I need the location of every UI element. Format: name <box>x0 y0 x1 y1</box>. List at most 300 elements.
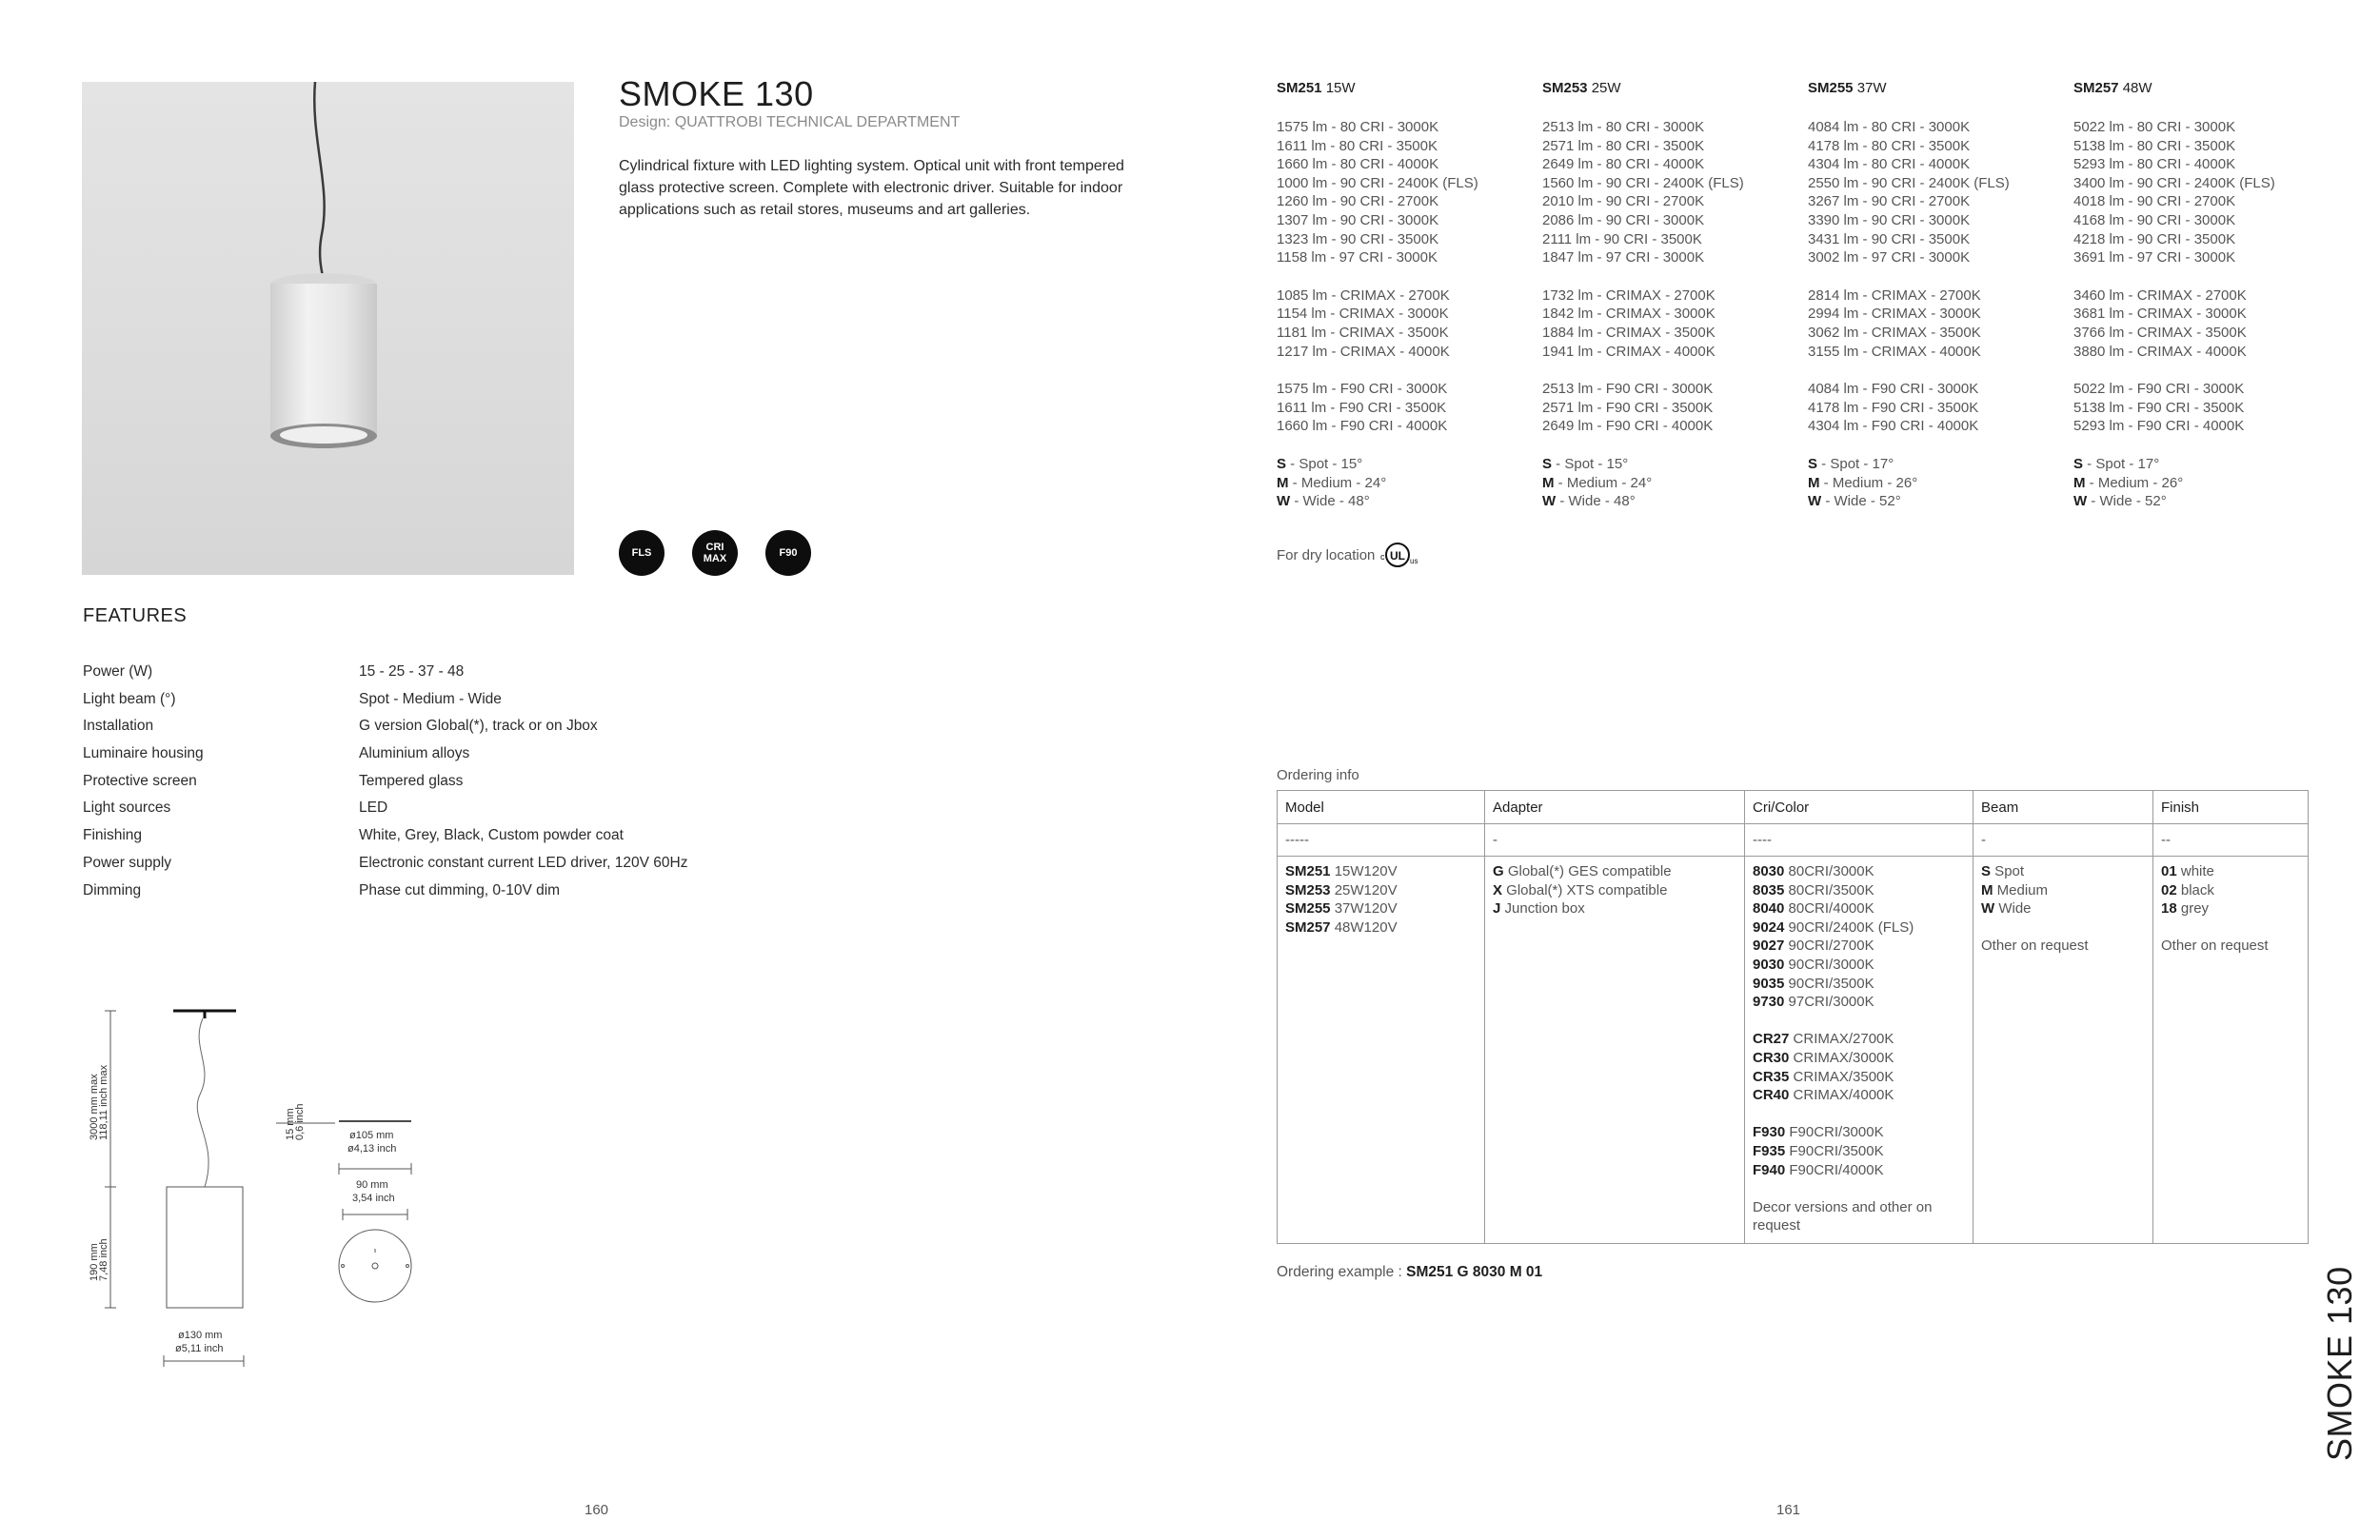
beam-line <box>2073 492 2330 511</box>
option-code: CR27 <box>1753 1031 1790 1048</box>
col-beam: Beam <box>1973 791 2153 824</box>
beam-desc: - Medium - 26° <box>1819 474 1918 491</box>
spacer <box>1753 1105 1965 1124</box>
beam-desc: - Spot - 17° <box>1817 455 1894 472</box>
dash-cell: - <box>1485 824 1745 857</box>
option-desc: Wide <box>1994 900 2032 918</box>
option-code: 8035 <box>1753 881 1785 898</box>
ordering-example <box>1277 1264 1542 1281</box>
cri-note-line: Decor versions and other on <box>1753 1198 1933 1215</box>
spec-line: 3431 lm - 90 CRI - 3500K <box>1808 230 1971 247</box>
beam-code: M <box>1808 474 1820 491</box>
ul-mark-us: us <box>1410 557 1418 565</box>
spacer <box>1542 361 1799 380</box>
spec-line: 1154 lm - CRIMAX - 3000K <box>1277 306 1449 323</box>
product-description: Cylindrical fixture with LED lighting system. Optical unit with front tempered glass protective screen. Complete with electronic driver. Suitable for indoor applications such as retail stores, museums and art galleries. <box>619 158 1124 218</box>
spec-header <box>1808 80 2065 101</box>
page-title: SMOKE 130 <box>619 74 814 113</box>
feature-value: G version Global(*), track or on Jbox <box>359 718 598 735</box>
ordering-dash-row <box>1278 824 2309 857</box>
spec-line: 1323 lm - 90 CRI - 3500K <box>1277 230 1439 247</box>
feature-label: Luminaire housing <box>83 745 204 762</box>
option-code: 9035 <box>1753 975 1785 992</box>
option-code: F930 <box>1753 1124 1786 1141</box>
spec-column-sm251 <box>1277 80 1534 511</box>
option-code: CR40 <box>1753 1087 1790 1104</box>
spacer <box>2073 361 2330 380</box>
spec-line: 5293 lm - 80 CRI - 4000K <box>2073 156 2236 173</box>
beam-line <box>1277 492 1534 511</box>
designer-line: Design: QUATTROBI TECHNICAL DEPARTMENT <box>619 114 961 130</box>
feature-label: Power supply <box>83 854 172 871</box>
feature-value: Tempered glass <box>359 772 464 789</box>
option-code: SM253 <box>1285 881 1331 898</box>
dash-cell: -- <box>2153 824 2309 857</box>
diameter-inch-label: ø5,11 inch <box>175 1343 224 1354</box>
height-mm-label: 3000 mm max <box>89 1074 100 1140</box>
spacer <box>1808 436 2065 455</box>
thickness-mm-label: 15 mm <box>285 1108 296 1140</box>
spacer <box>1753 1012 1965 1031</box>
option-code: M <box>1981 881 1993 898</box>
spec-line: 3155 lm - CRIMAX - 4000K <box>1808 343 1981 360</box>
spec-line: 1560 lm - 90 CRI - 2400K (FLS) <box>1542 174 1744 191</box>
beam-desc: - Wide - 52° <box>2087 493 2167 510</box>
beam-line <box>1542 474 1799 493</box>
option-code: 01 <box>2161 863 2177 879</box>
ul-certification-icon <box>1377 539 1418 571</box>
beam-code: S <box>1808 455 1818 472</box>
option-desc: Spot <box>1991 863 2025 879</box>
option-line <box>2161 899 2300 918</box>
spec-line: 1158 lm - 97 CRI - 3000K <box>1277 249 1438 267</box>
option-code: S <box>1981 863 1992 879</box>
option-desc: CRIMAX/3500K <box>1789 1068 1894 1085</box>
vertical-title: SMOKE 130 <box>2320 1266 2359 1461</box>
option-desc: 15W120V <box>1330 863 1398 879</box>
spec-line: 2550 lm - 90 CRI - 2400K (FLS) <box>1808 174 2010 191</box>
spec-line: 4178 lm - 80 CRI - 3500K <box>1808 137 1971 154</box>
beam-code: S <box>1542 455 1553 472</box>
feature-row <box>83 662 940 690</box>
spec-line: 5022 lm - 80 CRI - 3000K <box>2073 119 2236 135</box>
spec-line: 2814 lm - CRIMAX - 2700K <box>1808 286 1981 304</box>
feature-row <box>83 854 940 881</box>
spec-line: 2513 lm - 80 CRI - 3000K <box>1542 119 1705 135</box>
option-desc: CRIMAX/2700K <box>1789 1031 1894 1048</box>
beam-line <box>2073 474 2330 493</box>
spec-line: 1941 lm - CRIMAX - 4000K <box>1542 343 1716 360</box>
option-desc: grey <box>2176 900 2210 918</box>
spec-line: 1732 lm - CRIMAX - 2700K <box>1542 286 1716 304</box>
option-line <box>1753 975 1965 994</box>
option-desc: CRIMAX/3000K <box>1789 1049 1894 1066</box>
option-desc: white <box>2176 863 2214 879</box>
spacing-mm-label: 90 mm <box>356 1179 388 1191</box>
spec-line: 4178 lm - F90 CRI - 3500K <box>1808 399 1979 416</box>
option-desc: F90CRI/4000K <box>1785 1161 1884 1178</box>
option-line <box>1753 1030 1965 1049</box>
finish-cell <box>2153 857 2309 1244</box>
option-desc: 37W120V <box>1330 900 1398 918</box>
option-line <box>1753 1049 1965 1068</box>
spec-line: 2649 lm - F90 CRI - 4000K <box>1542 418 1714 435</box>
beam-desc: - Spot - 15° <box>1286 455 1363 472</box>
option-desc: Global(*) XTS compatible <box>1502 881 1668 898</box>
option-desc: 80CRI/4000K <box>1784 900 1874 918</box>
option-line <box>1493 862 1736 881</box>
model-code: SM253 <box>1542 80 1588 96</box>
spec-line: 2111 lm - 90 CRI - 3500K <box>1542 230 1702 247</box>
spec-line: 3267 lm - 90 CRI - 2700K <box>1808 193 1971 210</box>
feature-label: Dimming <box>83 881 142 898</box>
diameter-mm-label: ø130 mm <box>178 1330 223 1341</box>
model-cell <box>1278 857 1485 1244</box>
beam-code: S <box>2073 455 2084 472</box>
option-code: 9730 <box>1753 994 1785 1011</box>
option-line <box>1981 881 2145 900</box>
option-line <box>1753 918 1965 938</box>
option-code: CR30 <box>1753 1049 1790 1066</box>
ul-mark-c: c <box>1380 552 1385 562</box>
badge-crimax-label: CRI MAX <box>703 542 727 564</box>
spacer <box>2073 101 2330 118</box>
beam-line <box>2073 455 2330 474</box>
option-line <box>1285 899 1477 918</box>
spec-line: 3766 lm - CRIMAX - 3500K <box>2073 324 2247 341</box>
option-desc: 90CRI/3000K <box>1784 956 1874 973</box>
spacer <box>2073 267 2330 286</box>
option-line <box>1285 881 1477 900</box>
badge-fls: FLS <box>619 530 664 576</box>
feature-value: Aluminium alloys <box>359 745 470 762</box>
spec-line: 3062 lm - CRIMAX - 3500K <box>1808 324 1981 341</box>
ul-mark-text: UL <box>1390 549 1406 563</box>
spec-header <box>1277 80 1534 101</box>
option-code: 8030 <box>1753 863 1785 879</box>
option-code: X <box>1493 881 1503 898</box>
col-adapter: Adapter <box>1485 791 1745 824</box>
pendant-lamp-illustration <box>82 82 574 575</box>
col-cri-color: Cri/Color <box>1745 791 1973 824</box>
feature-label: Light beam (°) <box>83 690 176 707</box>
beam-code: M <box>2073 474 2086 491</box>
option-desc: CRIMAX/4000K <box>1789 1087 1894 1104</box>
option-line <box>1753 1068 1965 1087</box>
feature-row <box>83 717 940 744</box>
technical-drawing <box>76 999 457 1385</box>
option-desc: 90CRI/2700K <box>1784 938 1874 955</box>
spec-line: 5022 lm - F90 CRI - 3000K <box>2073 381 2245 398</box>
model-power: 48W <box>2122 80 2152 96</box>
spacer <box>1277 436 1534 455</box>
option-desc: Junction box <box>1500 900 1585 918</box>
option-desc: 48W120V <box>1330 918 1398 936</box>
beam-code: W <box>1808 493 1822 510</box>
product-photo <box>82 82 574 575</box>
option-line <box>1753 993 1965 1012</box>
feature-label: Protective screen <box>83 772 197 789</box>
option-desc: F90CRI/3500K <box>1785 1142 1884 1159</box>
spec-line: 4218 lm - 90 CRI - 3500K <box>2073 230 2236 247</box>
option-desc: 25W120V <box>1330 881 1398 898</box>
option-code: 9030 <box>1753 956 1785 973</box>
model-power: 25W <box>1591 80 1621 96</box>
ordering-header-row <box>1278 791 2309 824</box>
beam-code: W <box>2073 493 2088 510</box>
spec-line: 1085 lm - CRIMAX - 2700K <box>1277 286 1450 304</box>
option-line <box>1981 862 2145 881</box>
dry-location-text: For dry location <box>1277 546 1376 563</box>
option-line <box>1753 1161 1965 1180</box>
spacer <box>1808 267 2065 286</box>
spec-column-sm255 <box>1808 80 2065 511</box>
beam-line <box>1808 492 2065 511</box>
beam-line <box>1542 492 1799 511</box>
spec-line: 1000 lm - 90 CRI - 2400K (FLS) <box>1277 174 1478 191</box>
spec-line: 3691 lm - 97 CRI - 3000K <box>2073 249 2236 267</box>
canopy-mm-label: ø105 mm <box>349 1130 394 1141</box>
model-power: 37W <box>1856 80 1887 96</box>
dash-cell: ---- <box>1745 824 1973 857</box>
option-line <box>1753 862 1965 881</box>
spec-header <box>1542 80 1799 101</box>
beam-code: W <box>1277 493 1291 510</box>
option-code: 8040 <box>1753 900 1785 918</box>
beam-cell <box>1973 857 2153 1244</box>
option-code: 9027 <box>1753 938 1785 955</box>
option-code: SM251 <box>1285 863 1331 879</box>
option-desc: F90CRI/3000K <box>1785 1124 1884 1141</box>
option-code: CR35 <box>1753 1068 1790 1085</box>
beam-desc: - Spot - 17° <box>2083 455 2160 472</box>
feature-label: Installation <box>83 718 154 735</box>
ordering-table <box>1277 790 2309 1244</box>
beam-line <box>1808 474 2065 493</box>
dash-cell: ----- <box>1278 824 1485 857</box>
spacer <box>2073 436 2330 455</box>
spacer <box>2161 918 2300 938</box>
spacer <box>1277 361 1534 380</box>
feature-value: Electronic constant current LED driver, 120V 60Hz <box>359 854 688 871</box>
height-inch-label: 118,11 inch max <box>98 1064 109 1140</box>
spec-header <box>2073 80 2330 101</box>
spec-line: 2994 lm - CRIMAX - 3000K <box>1808 306 1981 323</box>
spec-line: 1847 lm - 97 CRI - 3000K <box>1542 249 1705 267</box>
option-code: F940 <box>1753 1161 1786 1178</box>
beam-code: S <box>1277 455 1287 472</box>
spec-line: 3400 lm - 90 CRI - 2400K (FLS) <box>2073 174 2275 191</box>
beam-code: M <box>1542 474 1555 491</box>
option-code: W <box>1981 900 1995 918</box>
spec-line: 3681 lm - CRIMAX - 3000K <box>2073 306 2247 323</box>
spec-column-sm253 <box>1542 80 1799 511</box>
beam-code: W <box>1542 493 1557 510</box>
spec-line: 4304 lm - 80 CRI - 4000K <box>1808 156 1971 173</box>
option-line <box>1493 881 1736 900</box>
option-desc: 90CRI/2400K (FLS) <box>1784 918 1914 936</box>
spec-line: 1260 lm - 90 CRI - 2700K <box>1277 193 1439 210</box>
dimension-drawing <box>76 999 457 1380</box>
option-line <box>1753 1086 1965 1105</box>
spec-line: 1842 lm - CRIMAX - 3000K <box>1542 306 1716 323</box>
spec-line: 1660 lm - F90 CRI - 4000K <box>1277 418 1448 435</box>
feature-label: Finishing <box>83 827 143 844</box>
feature-row <box>83 690 940 718</box>
feature-row <box>83 881 940 909</box>
spec-line: 2571 lm - 80 CRI - 3500K <box>1542 137 1705 154</box>
spacer <box>1277 267 1534 286</box>
badge-crimax <box>692 530 738 576</box>
option-line <box>1753 881 1965 900</box>
spec-line: 1307 lm - 90 CRI - 3000K <box>1277 211 1439 228</box>
spec-line: 2571 lm - F90 CRI - 3500K <box>1542 399 1714 416</box>
spec-line: 4304 lm - F90 CRI - 4000K <box>1808 418 1979 435</box>
option-code: F935 <box>1753 1142 1786 1159</box>
model-code: SM255 <box>1808 80 1854 96</box>
beam-desc: - Medium - 26° <box>2085 474 2184 491</box>
option-desc: 80CRI/3500K <box>1784 881 1874 898</box>
spec-line: 1575 lm - 80 CRI - 3000K <box>1277 119 1439 135</box>
option-line <box>2161 881 2300 900</box>
example-label: Ordering example : <box>1277 1264 1407 1280</box>
spacer <box>1542 436 1799 455</box>
spec-line: 1660 lm - 80 CRI - 4000K <box>1277 156 1439 173</box>
feature-row <box>83 772 940 800</box>
option-line <box>1753 1123 1965 1142</box>
spec-line: 1575 lm - F90 CRI - 3000K <box>1277 381 1448 398</box>
spec-line: 1217 lm - CRIMAX - 4000K <box>1277 343 1450 360</box>
beam-desc: - Wide - 48° <box>1556 493 1636 510</box>
beam-desc: - Wide - 52° <box>1821 493 1901 510</box>
spec-line: 2086 lm - 90 CRI - 3000K <box>1542 211 1705 228</box>
beam-note: Other on request <box>1981 938 2089 955</box>
model-power: 15W <box>1325 80 1356 96</box>
option-desc: 80CRI/3000K <box>1784 863 1874 879</box>
finish-note: Other on request <box>2161 938 2269 955</box>
option-desc: black <box>2176 881 2214 898</box>
cri-note-line: request <box>1753 1217 1801 1234</box>
body-inch-label: 7,48 inch <box>98 1238 109 1281</box>
model-code: SM257 <box>2073 80 2119 96</box>
option-desc: Global(*) GES compatible <box>1503 863 1672 879</box>
canopy-inch-label: ø4,13 inch <box>347 1143 397 1155</box>
option-code: SM255 <box>1285 900 1331 918</box>
spec-line: 1181 lm - CRIMAX - 3500K <box>1277 324 1449 341</box>
spacer <box>1753 1179 1965 1198</box>
spec-line: 4084 lm - 80 CRI - 3000K <box>1808 119 1971 135</box>
beam-line <box>1542 455 1799 474</box>
option-line <box>1493 899 1736 918</box>
thickness-inch-label: 0,6 inch <box>294 1103 306 1140</box>
badge-f90: F90 <box>765 530 811 576</box>
feature-row <box>83 744 940 772</box>
feature-row <box>83 826 940 854</box>
page-number-left: 160 <box>585 1502 609 1518</box>
spacer <box>1808 361 2065 380</box>
example-code: SM251 G 8030 M 01 <box>1406 1264 1543 1280</box>
dry-location-note <box>1277 539 1418 571</box>
spec-line: 3002 lm - 97 CRI - 3000K <box>1808 249 1971 267</box>
spec-line: 5138 lm - F90 CRI - 3500K <box>2073 399 2245 416</box>
option-line <box>1285 862 1477 881</box>
beam-code: M <box>1277 474 1289 491</box>
adapter-cell <box>1485 857 1745 1244</box>
option-line <box>2161 862 2300 881</box>
spec-line: 3460 lm - CRIMAX - 2700K <box>2073 286 2247 304</box>
spec-line: 2649 lm - 80 CRI - 4000K <box>1542 156 1705 173</box>
beam-line <box>1277 455 1534 474</box>
col-model: Model <box>1278 791 1485 824</box>
option-code: 18 <box>2161 900 2177 918</box>
spacing-inch-label: 3,54 inch <box>352 1193 395 1204</box>
spacer <box>1808 101 2065 118</box>
spec-line: 5138 lm - 80 CRI - 3500K <box>2073 137 2236 154</box>
features-heading: FEATURES <box>83 605 188 626</box>
beam-desc: - Wide - 48° <box>1290 493 1370 510</box>
option-line <box>1981 899 2145 918</box>
beam-line <box>1277 474 1534 493</box>
spec-line: 4084 lm - F90 CRI - 3000K <box>1808 381 1979 398</box>
spec-line: 5293 lm - F90 CRI - 4000K <box>2073 418 2245 435</box>
col-finish: Finish <box>2153 791 2309 824</box>
option-code: J <box>1493 900 1501 918</box>
option-line <box>1753 899 1965 918</box>
feature-value: LED <box>359 800 388 817</box>
option-code: 9024 <box>1753 918 1785 936</box>
spec-column-sm257 <box>2073 80 2330 511</box>
body-mm-label: 190 mm <box>89 1243 100 1281</box>
spec-line: 1611 lm - 80 CRI - 3500K <box>1277 137 1438 154</box>
spacer <box>1542 101 1799 118</box>
features-table <box>83 662 940 908</box>
spacer <box>1277 101 1534 118</box>
ordering-body-row <box>1278 857 2309 1244</box>
option-desc: Medium <box>1993 881 2049 898</box>
option-line <box>1285 918 1477 938</box>
spec-line: 1884 lm - CRIMAX - 3500K <box>1542 324 1716 341</box>
beam-desc: - Spot - 15° <box>1552 455 1629 472</box>
spec-line: 3390 lm - 90 CRI - 3000K <box>1808 211 1971 228</box>
spec-line: 2010 lm - 90 CRI - 2700K <box>1542 193 1705 210</box>
feature-row <box>83 799 940 826</box>
feature-value: 15 - 25 - 37 - 48 <box>359 663 465 680</box>
option-code: SM257 <box>1285 918 1331 936</box>
feature-label: Power (W) <box>83 663 153 680</box>
option-desc: 97CRI/3000K <box>1784 994 1874 1011</box>
model-code: SM251 <box>1277 80 1322 96</box>
feature-value: White, Grey, Black, Custom powder coat <box>359 827 624 844</box>
dash-cell: - <box>1973 824 2153 857</box>
feature-value: Spot - Medium - Wide <box>359 690 502 707</box>
spec-line: 3880 lm - CRIMAX - 4000K <box>2073 343 2247 360</box>
ordering-caption: Ordering info <box>1277 767 1359 783</box>
option-line <box>1753 956 1965 975</box>
spacer <box>1542 267 1799 286</box>
feature-value: Phase cut dimming, 0-10V dim <box>359 881 561 898</box>
option-code: G <box>1493 863 1504 879</box>
beam-desc: - Medium - 24° <box>1288 474 1387 491</box>
spec-line: 4018 lm - 90 CRI - 2700K <box>2073 193 2236 210</box>
spec-line: 4168 lm - 90 CRI - 3000K <box>2073 211 2236 228</box>
spacer <box>1981 918 2145 938</box>
spec-line: 2513 lm - F90 CRI - 3000K <box>1542 381 1714 398</box>
option-desc: 90CRI/3500K <box>1784 975 1874 992</box>
feature-label: Light sources <box>83 800 171 817</box>
page-number-right: 161 <box>1776 1502 1801 1518</box>
option-line <box>1753 937 1965 956</box>
spec-line: 1611 lm - F90 CRI - 3500K <box>1277 399 1447 416</box>
